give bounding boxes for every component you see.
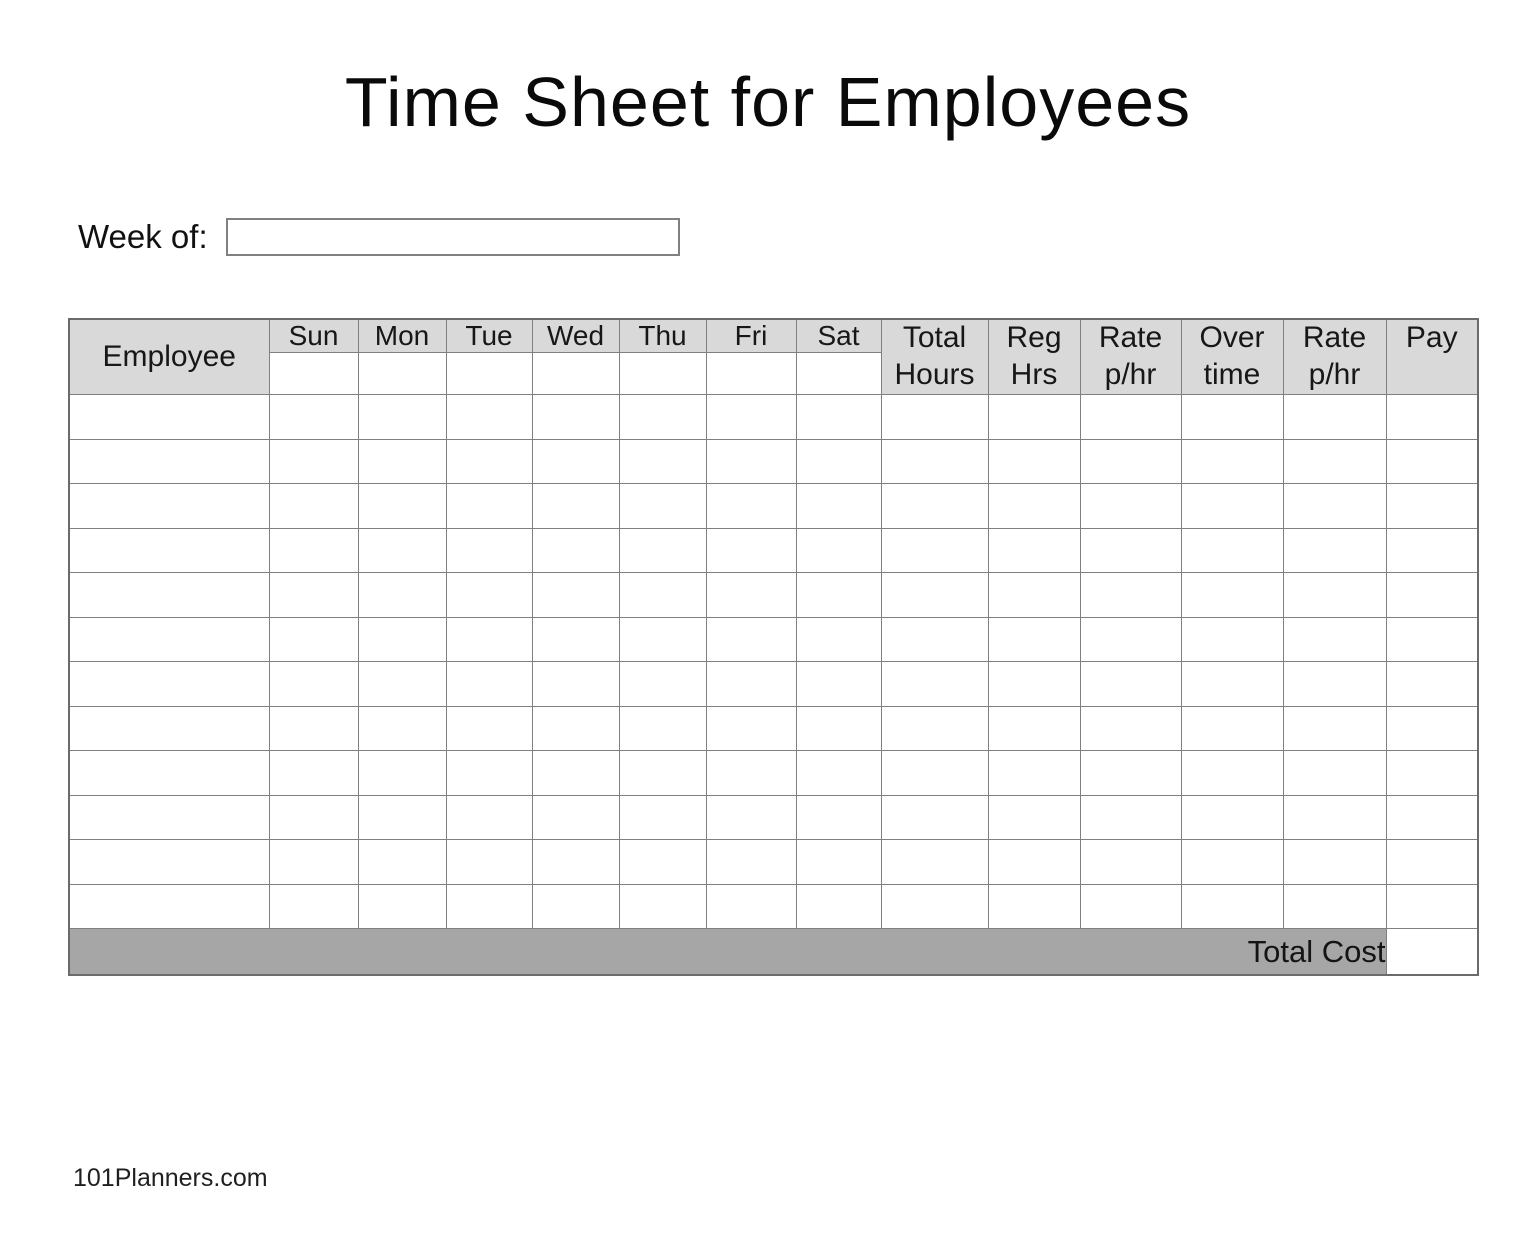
- entry-cell[interactable]: [988, 795, 1080, 840]
- entry-cell[interactable]: [1386, 528, 1478, 573]
- timesheet-row: [69, 484, 1478, 529]
- entry-cell[interactable]: [532, 662, 619, 707]
- entry-cell[interactable]: [881, 795, 988, 840]
- entry-cell[interactable]: [532, 617, 619, 662]
- total-cost-row: [69, 929, 1478, 976]
- entry-cell[interactable]: [446, 484, 532, 529]
- entry-cell[interactable]: [1283, 395, 1386, 440]
- entry-cell[interactable]: [1386, 706, 1478, 751]
- entry-cell[interactable]: [619, 617, 706, 662]
- entry-cell[interactable]: [881, 573, 988, 618]
- entry-cell[interactable]: [1386, 617, 1478, 662]
- timesheet-row: [69, 528, 1478, 573]
- employee-name-cell[interactable]: [69, 573, 269, 618]
- entry-cell[interactable]: [1181, 617, 1283, 662]
- entry-cell[interactable]: [706, 617, 796, 662]
- total-cost-label-cell: Total Cost: [69, 929, 1386, 976]
- entry-cell[interactable]: [988, 439, 1080, 484]
- timesheet-row: [69, 706, 1478, 751]
- entry-cell[interactable]: [796, 528, 881, 573]
- entry-cell[interactable]: [796, 751, 881, 796]
- entry-cell[interactable]: [446, 439, 532, 484]
- table-header: [69, 319, 1478, 395]
- entry-cell[interactable]: [269, 884, 358, 929]
- employee-name-cell[interactable]: [69, 528, 269, 573]
- entry-cell[interactable]: [358, 573, 446, 618]
- entry-cell[interactable]: [1181, 884, 1283, 929]
- entry-cell[interactable]: [1283, 439, 1386, 484]
- entry-cell[interactable]: [1283, 528, 1386, 573]
- entry-cell[interactable]: [619, 484, 706, 529]
- entry-cell[interactable]: [1080, 706, 1181, 751]
- employee-name-cell[interactable]: [69, 439, 269, 484]
- entry-cell[interactable]: [706, 706, 796, 751]
- entry-cell[interactable]: [706, 573, 796, 618]
- entry-cell[interactable]: [619, 795, 706, 840]
- entry-cell[interactable]: [796, 884, 881, 929]
- entry-cell[interactable]: [532, 884, 619, 929]
- entry-cell[interactable]: [1080, 662, 1181, 707]
- entry-cell[interactable]: [988, 484, 1080, 529]
- entry-cell[interactable]: [1386, 573, 1478, 618]
- entry-cell[interactable]: [1283, 884, 1386, 929]
- entry-cell[interactable]: [988, 528, 1080, 573]
- employee-name-cell[interactable]: [69, 662, 269, 707]
- date-cell-wed[interactable]: [532, 353, 619, 395]
- timesheet-row: [69, 617, 1478, 662]
- entry-cell[interactable]: [358, 840, 446, 885]
- timesheet-row: [69, 795, 1478, 840]
- entry-cell[interactable]: [988, 395, 1080, 440]
- entry-cell[interactable]: [706, 884, 796, 929]
- entry-cell[interactable]: [1080, 395, 1181, 440]
- entry-cell[interactable]: [619, 439, 706, 484]
- entry-cell[interactable]: [1386, 484, 1478, 529]
- week-of-section: [78, 216, 1536, 258]
- entry-cell[interactable]: [446, 662, 532, 707]
- date-cell-mon[interactable]: [358, 353, 446, 395]
- date-cell-sat[interactable]: [796, 353, 881, 395]
- entry-cell[interactable]: [1181, 573, 1283, 618]
- entry-cell[interactable]: [706, 528, 796, 573]
- entry-cell[interactable]: [1386, 840, 1478, 885]
- entry-cell[interactable]: [1386, 795, 1478, 840]
- entry-cell[interactable]: [446, 884, 532, 929]
- week-of-input[interactable]: [226, 218, 680, 256]
- entry-cell[interactable]: [358, 484, 446, 529]
- entry-cell[interactable]: [988, 884, 1080, 929]
- employee-name-cell[interactable]: [69, 751, 269, 796]
- entry-cell[interactable]: [796, 706, 881, 751]
- entry-cell[interactable]: [1080, 884, 1181, 929]
- entry-cell[interactable]: [358, 617, 446, 662]
- entry-cell[interactable]: [619, 751, 706, 796]
- entry-cell[interactable]: [532, 840, 619, 885]
- entry-cell[interactable]: [532, 795, 619, 840]
- entry-cell[interactable]: [1181, 439, 1283, 484]
- entry-cell[interactable]: [532, 751, 619, 796]
- entry-cell[interactable]: [446, 617, 532, 662]
- header-day-sat: Sat: [796, 319, 881, 353]
- header-day-sun: Sun: [269, 319, 358, 353]
- entry-cell[interactable]: [619, 573, 706, 618]
- entry-cell[interactable]: [706, 795, 796, 840]
- entry-cell[interactable]: [532, 484, 619, 529]
- employee-name-cell[interactable]: [69, 395, 269, 440]
- entry-cell[interactable]: [1181, 528, 1283, 573]
- timesheet-row: [69, 573, 1478, 618]
- entry-cell[interactable]: [1080, 840, 1181, 885]
- timesheet-table: [68, 318, 1479, 976]
- entry-cell[interactable]: [1080, 484, 1181, 529]
- entry-cell[interactable]: [1080, 795, 1181, 840]
- entry-cell[interactable]: [1283, 573, 1386, 618]
- entry-cell[interactable]: [988, 840, 1080, 885]
- entry-cell[interactable]: [1181, 395, 1283, 440]
- entry-cell[interactable]: [619, 395, 706, 440]
- entry-cell[interactable]: [1181, 840, 1283, 885]
- entry-cell[interactable]: [1283, 840, 1386, 885]
- entry-cell[interactable]: [1080, 573, 1181, 618]
- entry-cell[interactable]: [988, 617, 1080, 662]
- entry-cell[interactable]: [1283, 706, 1386, 751]
- table-body: [69, 395, 1478, 929]
- header-row-days: [69, 319, 1478, 353]
- entry-cell[interactable]: [532, 395, 619, 440]
- entry-cell[interactable]: [881, 884, 988, 929]
- entry-cell[interactable]: [796, 573, 881, 618]
- header-overtime-rate-per-hr: Rate p/hr: [1283, 319, 1386, 395]
- entry-cell[interactable]: [532, 706, 619, 751]
- entry-cell[interactable]: [358, 395, 446, 440]
- entry-cell[interactable]: [796, 617, 881, 662]
- entry-cell[interactable]: [988, 751, 1080, 796]
- timesheet-row: [69, 884, 1478, 929]
- entry-cell[interactable]: [446, 840, 532, 885]
- entry-cell[interactable]: [881, 484, 988, 529]
- header-day-thu: Thu: [619, 319, 706, 353]
- entry-cell[interactable]: [706, 840, 796, 885]
- entry-cell[interactable]: [881, 528, 988, 573]
- entry-cell[interactable]: [796, 840, 881, 885]
- header-day-fri: Fri: [706, 319, 796, 353]
- entry-cell[interactable]: [358, 662, 446, 707]
- header-reg-hrs: Reg Hrs: [988, 319, 1080, 395]
- entry-cell[interactable]: [358, 439, 446, 484]
- entry-cell[interactable]: [358, 795, 446, 840]
- entry-cell[interactable]: [1283, 484, 1386, 529]
- employee-name-cell[interactable]: [69, 884, 269, 929]
- entry-cell[interactable]: [706, 751, 796, 796]
- employee-name-cell[interactable]: [69, 484, 269, 529]
- entry-cell[interactable]: [1080, 751, 1181, 796]
- entry-cell[interactable]: [1080, 528, 1181, 573]
- entry-cell[interactable]: [1386, 439, 1478, 484]
- entry-cell[interactable]: [1181, 662, 1283, 707]
- entry-cell[interactable]: [532, 528, 619, 573]
- date-cell-tue[interactable]: [446, 353, 532, 395]
- site-credit: 101Planners.com: [73, 1164, 268, 1192]
- date-cell-fri[interactable]: [706, 353, 796, 395]
- entry-cell[interactable]: [446, 706, 532, 751]
- entry-cell[interactable]: [358, 884, 446, 929]
- employee-name-cell[interactable]: [69, 795, 269, 840]
- entry-cell[interactable]: [269, 439, 358, 484]
- entry-cell[interactable]: [881, 395, 988, 440]
- entry-cell[interactable]: [619, 706, 706, 751]
- entry-cell[interactable]: [619, 528, 706, 573]
- entry-cell[interactable]: [1283, 662, 1386, 707]
- entry-cell[interactable]: [988, 573, 1080, 618]
- entry-cell[interactable]: [1080, 439, 1181, 484]
- employee-name-cell[interactable]: [69, 617, 269, 662]
- entry-cell[interactable]: [1181, 751, 1283, 796]
- entry-cell[interactable]: [796, 484, 881, 529]
- header-day-wed: Wed: [532, 319, 619, 353]
- entry-cell[interactable]: [706, 439, 796, 484]
- entry-cell[interactable]: [446, 795, 532, 840]
- employee-name-cell[interactable]: [69, 840, 269, 885]
- header-total-hours: Total Hours: [881, 319, 988, 395]
- entry-cell[interactable]: [881, 439, 988, 484]
- entry-cell[interactable]: [706, 484, 796, 529]
- date-cell-sun[interactable]: [269, 353, 358, 395]
- entry-cell[interactable]: [269, 840, 358, 885]
- week-of-label: Week of:: [78, 218, 208, 255]
- entry-cell[interactable]: [796, 395, 881, 440]
- total-cost-value-cell[interactable]: [1386, 929, 1478, 976]
- entry-cell[interactable]: [269, 617, 358, 662]
- date-cell-thu[interactable]: [619, 353, 706, 395]
- entry-cell[interactable]: [269, 484, 358, 529]
- entry-cell[interactable]: [988, 662, 1080, 707]
- entry-cell[interactable]: [532, 573, 619, 618]
- entry-cell[interactable]: [796, 662, 881, 707]
- page-title: Time Sheet for Employees: [344, 63, 1192, 141]
- entry-cell[interactable]: [446, 573, 532, 618]
- timesheet-row: [69, 840, 1478, 885]
- timesheet-row: [69, 439, 1478, 484]
- entry-cell[interactable]: [881, 751, 988, 796]
- entry-cell[interactable]: [881, 617, 988, 662]
- entry-cell[interactable]: [1181, 795, 1283, 840]
- entry-cell[interactable]: [446, 528, 532, 573]
- entry-cell[interactable]: [881, 706, 988, 751]
- entry-cell[interactable]: [532, 439, 619, 484]
- entry-cell[interactable]: [1283, 617, 1386, 662]
- entry-cell[interactable]: [1386, 751, 1478, 796]
- entry-cell[interactable]: [881, 662, 988, 707]
- entry-cell[interactable]: [358, 706, 446, 751]
- entry-cell[interactable]: [446, 395, 532, 440]
- entry-cell[interactable]: [269, 573, 358, 618]
- entry-cell[interactable]: [619, 840, 706, 885]
- header-rate-per-hr: Rate p/hr: [1080, 319, 1181, 395]
- entry-cell[interactable]: [706, 662, 796, 707]
- entry-cell[interactable]: [269, 395, 358, 440]
- entry-cell[interactable]: [619, 884, 706, 929]
- entry-cell[interactable]: [1181, 706, 1283, 751]
- entry-cell[interactable]: [1386, 662, 1478, 707]
- entry-cell[interactable]: [1283, 795, 1386, 840]
- timesheet-row: [69, 662, 1478, 707]
- employee-name-cell[interactable]: [69, 706, 269, 751]
- timesheet-row: [69, 395, 1478, 440]
- entry-cell[interactable]: [269, 528, 358, 573]
- header-day-tue: Tue: [446, 319, 532, 353]
- entry-cell[interactable]: [796, 439, 881, 484]
- entry-cell[interactable]: [988, 706, 1080, 751]
- entry-cell[interactable]: [619, 662, 706, 707]
- header-day-mon: Mon: [358, 319, 446, 353]
- entry-cell[interactable]: [1181, 484, 1283, 529]
- entry-cell[interactable]: [269, 795, 358, 840]
- entry-cell[interactable]: [358, 751, 446, 796]
- entry-cell[interactable]: [881, 840, 988, 885]
- entry-cell[interactable]: [1386, 884, 1478, 929]
- entry-cell[interactable]: [446, 751, 532, 796]
- entry-cell[interactable]: [1283, 751, 1386, 796]
- entry-cell[interactable]: [269, 751, 358, 796]
- entry-cell[interactable]: [358, 528, 446, 573]
- timesheet-row: [69, 751, 1478, 796]
- entry-cell[interactable]: [1386, 395, 1478, 440]
- header-employee: Employee: [69, 319, 269, 395]
- entry-cell[interactable]: [269, 706, 358, 751]
- entry-cell[interactable]: [796, 795, 881, 840]
- entry-cell[interactable]: [706, 395, 796, 440]
- header-overtime: Over time: [1181, 319, 1283, 395]
- entry-cell[interactable]: [269, 662, 358, 707]
- header-pay: Pay: [1386, 319, 1478, 395]
- entry-cell[interactable]: [1080, 617, 1181, 662]
